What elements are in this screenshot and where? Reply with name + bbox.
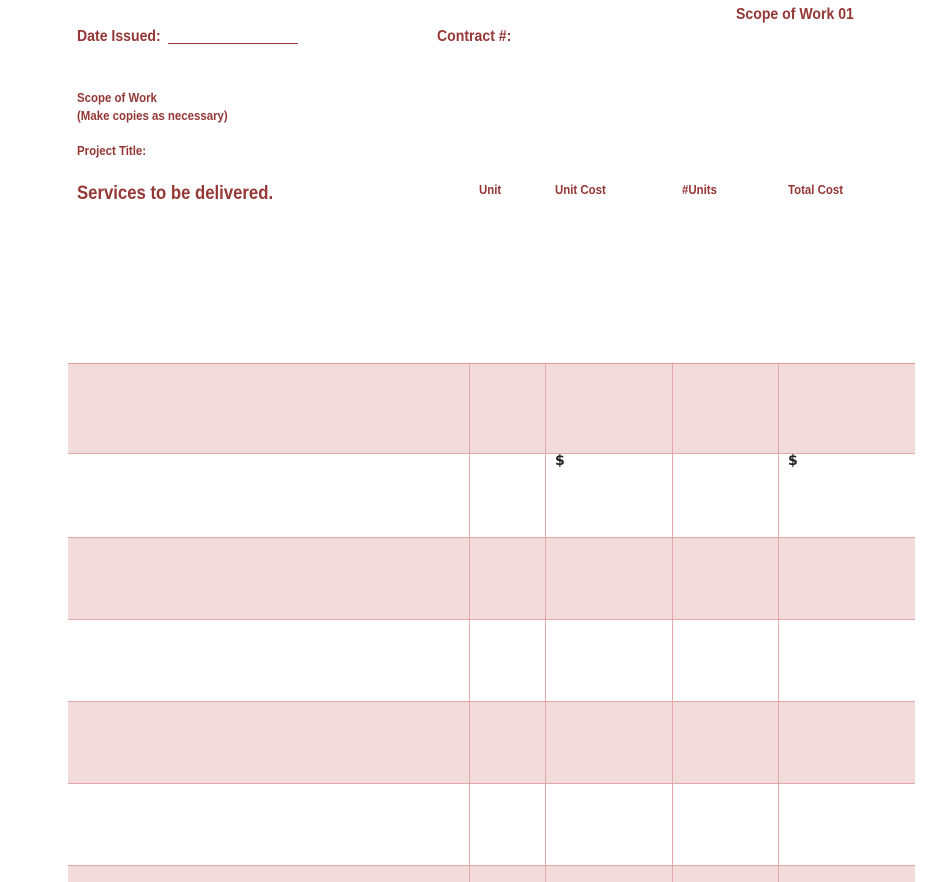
table-row[interactable] [68, 620, 915, 702]
table-row[interactable] [68, 702, 915, 784]
services-heading: Services to be delivered. [77, 183, 274, 204]
make-copies-note: (Make copies as necessary) [77, 108, 228, 123]
column-divider [545, 364, 546, 882]
column-divider [469, 364, 470, 882]
unit-cost-currency-symbol: $ [555, 453, 565, 469]
date-issued-field[interactable] [168, 43, 298, 44]
table-row[interactable] [68, 364, 915, 454]
date-issued-label: Date Issued: [77, 28, 161, 45]
table-row[interactable] [68, 784, 915, 866]
column-divider [778, 364, 779, 882]
table-row[interactable] [68, 866, 915, 882]
column-header-total-cost: Total Cost [788, 182, 844, 197]
project-title-label: Project Title: [77, 143, 147, 158]
column-header-unit: Unit [479, 182, 502, 197]
sheet-title: Scope of Work 01 [736, 6, 854, 23]
scope-of-work-label: Scope of Work [77, 90, 157, 105]
column-divider [672, 364, 673, 882]
contract-number-label: Contract #: [437, 28, 512, 45]
services-table [68, 363, 915, 882]
total-cost-currency-symbol: $ [788, 453, 798, 469]
column-header-units-count: #Units [682, 182, 717, 197]
column-header-unit-cost: Unit Cost [555, 182, 606, 197]
table-row[interactable] [68, 538, 915, 620]
